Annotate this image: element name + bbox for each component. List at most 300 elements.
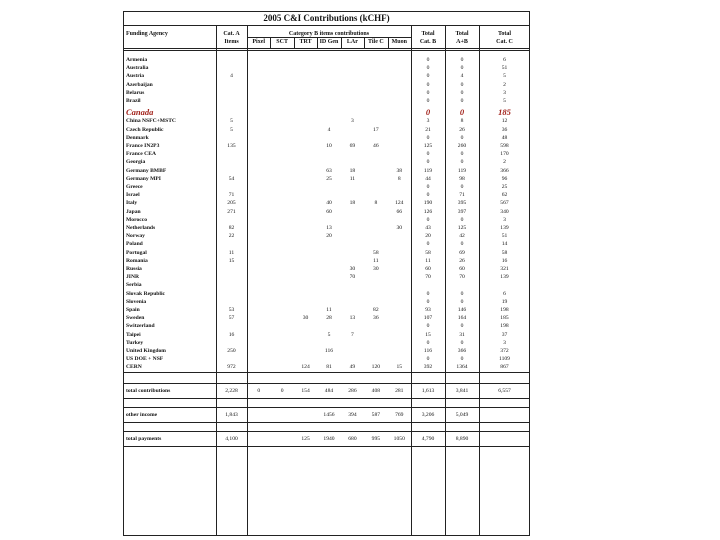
table-cell xyxy=(388,107,411,117)
table-cell xyxy=(270,273,293,281)
table-cell xyxy=(270,314,293,322)
table-cell: 13 xyxy=(326,225,332,231)
table-cell xyxy=(388,191,411,199)
table-cell xyxy=(341,306,364,314)
table-cell: 13 xyxy=(349,315,356,322)
table-cell: 372 xyxy=(500,348,509,354)
table-cell xyxy=(317,81,340,89)
table-cell xyxy=(388,355,411,363)
column-line xyxy=(216,25,217,535)
table-cell xyxy=(317,191,340,199)
table-cell xyxy=(294,355,317,363)
table-cell xyxy=(294,134,317,142)
table-cell xyxy=(317,249,340,257)
table-cell: 164 xyxy=(457,315,467,322)
table-cell xyxy=(317,216,340,224)
table-cell: 0 xyxy=(460,339,464,346)
table-cell xyxy=(317,150,340,158)
table-cell: 139 xyxy=(500,225,509,231)
summary-row-label: other income xyxy=(126,412,158,419)
table-cell xyxy=(341,107,364,117)
summary-cell: 680 xyxy=(348,436,357,443)
summary-cell: 394 xyxy=(348,412,357,419)
table-cell xyxy=(445,281,479,289)
table-cell: 58 xyxy=(501,249,508,256)
table-cell xyxy=(216,107,247,117)
table-cell: 3 xyxy=(351,118,354,125)
table-cell: 30 xyxy=(302,315,309,322)
table-cell: 53 xyxy=(228,307,235,313)
table-cell: 0 xyxy=(460,216,464,223)
table-cell xyxy=(270,142,293,150)
table-cell xyxy=(294,183,317,191)
table-cell: 2 xyxy=(503,159,506,166)
table-cell: 0 xyxy=(426,151,430,158)
table-cell: 0 xyxy=(426,290,430,297)
table-row-agency: Slovenia xyxy=(126,298,147,305)
header-total-c-sub: Cat. C xyxy=(496,39,513,45)
table-cell xyxy=(270,281,293,289)
table-cell xyxy=(247,314,270,322)
table-cell xyxy=(388,64,411,72)
table-cell: 18 xyxy=(349,167,356,174)
header-cat-a-sub: Items xyxy=(224,39,239,45)
table-cell xyxy=(294,56,317,64)
table-cell: 8 xyxy=(374,200,378,207)
table-cell: 7 xyxy=(351,331,354,338)
table-cell xyxy=(270,298,293,306)
table-cell: 0 xyxy=(426,81,430,88)
table-row-agency: Russia xyxy=(126,266,142,272)
table-row-agency: Canada xyxy=(126,107,154,118)
table-cell xyxy=(317,281,340,289)
table-cell: 0 xyxy=(426,192,430,199)
subcolumn-line xyxy=(388,37,389,49)
table-cell xyxy=(364,167,387,175)
table-cell xyxy=(247,232,270,240)
table-row-agency: Romania xyxy=(126,257,148,264)
table-cell xyxy=(247,81,270,89)
table-cell: 14 xyxy=(501,241,508,248)
summary-cell: 1,843 xyxy=(225,412,238,419)
table-cell xyxy=(247,89,270,97)
summary-cell xyxy=(247,435,270,443)
table-cell: 392 xyxy=(423,364,433,371)
table-cell: 71 xyxy=(228,192,235,199)
table-cell: 250 xyxy=(227,348,236,354)
table-cell xyxy=(341,257,364,265)
table-cell xyxy=(388,339,411,347)
table-cell xyxy=(247,191,270,199)
table-row-agency: Japan xyxy=(126,208,141,215)
table-cell: 125 xyxy=(423,143,433,149)
table-cell: 21 xyxy=(425,126,431,133)
table-cell xyxy=(364,56,387,64)
table-cell xyxy=(270,150,293,158)
table-cell: 51 xyxy=(501,65,508,72)
table-cell: 116 xyxy=(324,348,334,354)
table-cell: 10 xyxy=(326,143,332,149)
table-cell: 205 xyxy=(227,200,236,207)
table-cell: 62 xyxy=(501,192,508,199)
table-cell: 69 xyxy=(459,249,465,256)
table-cell: 40 xyxy=(326,200,332,207)
table-cell xyxy=(247,183,270,191)
table-cell xyxy=(317,158,340,166)
table-cell xyxy=(294,107,317,117)
table-cell xyxy=(364,191,387,199)
summary-row-label: total contributions xyxy=(126,388,171,395)
summary-cell: 995 xyxy=(371,436,381,443)
table-cell xyxy=(341,134,364,142)
table-cell: 11 xyxy=(228,249,235,256)
table-cell xyxy=(216,150,247,158)
table-cell xyxy=(364,298,387,306)
table-cell xyxy=(216,64,247,72)
summary-cell: 1940 xyxy=(323,436,335,443)
table-cell xyxy=(364,240,387,248)
table-cell xyxy=(294,232,317,240)
table-cell xyxy=(388,72,411,80)
table-cell: 57 xyxy=(228,315,235,322)
subcolumn-line xyxy=(341,37,342,49)
table-cell: 0 xyxy=(426,356,430,363)
table-cell xyxy=(317,97,340,105)
header-rule xyxy=(123,48,530,49)
table-cell xyxy=(247,224,270,232)
table-cell xyxy=(364,290,387,298)
table-cell: 15 xyxy=(228,257,235,264)
table-cell xyxy=(216,339,247,347)
table-cell xyxy=(247,167,270,175)
table-cell xyxy=(247,240,270,248)
table-cell xyxy=(341,298,364,306)
header-sub-rule xyxy=(247,37,411,38)
table-cell xyxy=(341,126,364,134)
table-cell xyxy=(388,257,411,265)
table-cell xyxy=(317,117,340,125)
table-cell xyxy=(294,117,317,125)
table-cell: 3 xyxy=(426,118,430,125)
table-cell xyxy=(364,97,387,105)
table-cell: 69 xyxy=(349,143,356,149)
table-cell: 0 xyxy=(460,81,464,88)
table-cell xyxy=(270,134,293,142)
table-cell: 5 xyxy=(503,98,506,104)
table-cell xyxy=(247,290,270,298)
table-cell: 170 xyxy=(500,151,509,158)
table-cell: 44 xyxy=(425,175,431,182)
table-cell xyxy=(364,64,387,72)
column-line xyxy=(411,25,412,535)
table-cell xyxy=(216,134,247,142)
table-cell: 0 xyxy=(460,290,464,297)
table-cell xyxy=(364,347,387,355)
table-cell xyxy=(341,249,364,257)
table-cell xyxy=(270,216,293,224)
table-row-agency: Armenia xyxy=(126,57,148,63)
table-cell xyxy=(294,64,317,72)
table-cell xyxy=(294,191,317,199)
table-cell: 11 xyxy=(373,257,379,264)
table-row-agency: Slovak Republic xyxy=(126,290,166,297)
header-cat-b-col: LAr xyxy=(346,39,358,45)
table-cell: 48 xyxy=(501,134,508,141)
table-cell: 5 xyxy=(230,118,233,125)
table-cell: 0 xyxy=(460,57,464,63)
summary-cell: 3,841 xyxy=(455,388,469,395)
subcolumn-line xyxy=(317,37,318,49)
table-row-agency: Germany BMBF xyxy=(126,167,167,174)
table-cell: 2 xyxy=(503,81,506,88)
table-cell xyxy=(216,298,247,306)
table-cell: 395 xyxy=(457,200,467,207)
table-row-agency: Brazil xyxy=(126,98,141,104)
table-row-agency: France CEA xyxy=(126,151,156,158)
table-cell xyxy=(364,175,387,183)
table-cell xyxy=(364,89,387,97)
table-row-agency: Serbia xyxy=(126,282,142,289)
subcolumn-line xyxy=(294,37,295,49)
table-cell: 5 xyxy=(503,73,506,80)
frame-left xyxy=(123,11,124,536)
table-cell xyxy=(216,322,247,330)
table-cell: 0 xyxy=(426,184,430,190)
table-cell: 567 xyxy=(500,200,509,207)
table-cell: 26 xyxy=(459,126,465,133)
table-cell xyxy=(270,89,293,97)
table-cell xyxy=(247,355,270,363)
summary-cell xyxy=(479,411,530,419)
table-cell xyxy=(270,64,293,72)
table-cell: 70 xyxy=(425,274,431,281)
table-cell xyxy=(317,64,340,72)
summary-rule xyxy=(123,431,530,432)
summary-cell xyxy=(247,411,270,419)
table-cell: 598 xyxy=(500,143,509,149)
table-row-agency: Austria xyxy=(126,73,145,80)
table-cell xyxy=(294,224,317,232)
table-cell xyxy=(388,150,411,158)
table-cell xyxy=(270,117,293,125)
table-cell xyxy=(247,126,270,134)
table-cell: 20 xyxy=(326,233,332,240)
table-cell xyxy=(294,331,317,339)
table-cell xyxy=(341,150,364,158)
table-cell: 98 xyxy=(459,175,465,182)
table-cell xyxy=(270,347,293,355)
table-cell: 0 xyxy=(426,323,430,330)
table-cell: 260 xyxy=(457,143,467,149)
table-cell xyxy=(270,208,293,216)
table-row-agency: Germany MPI xyxy=(126,175,161,182)
table-cell xyxy=(294,81,317,89)
table-cell xyxy=(388,158,411,166)
summary-cell: 408 xyxy=(371,388,381,395)
table-cell xyxy=(388,249,411,257)
table-cell xyxy=(294,240,317,248)
table-row-agency: Australia xyxy=(126,65,149,72)
table-cell: 71 xyxy=(459,192,465,199)
table-cell xyxy=(364,208,387,216)
table-cell: 124 xyxy=(395,200,404,207)
table-row-agency: Czech Republic xyxy=(126,126,164,133)
table-cell: 37 xyxy=(501,331,508,338)
table-cell xyxy=(341,347,364,355)
table-cell xyxy=(388,347,411,355)
header-cat-b-col: Tile C xyxy=(367,39,384,45)
table-cell xyxy=(388,232,411,240)
table-cell: 66 xyxy=(396,208,403,215)
table-cell xyxy=(388,314,411,322)
table-cell xyxy=(388,56,411,64)
table-cell xyxy=(216,158,247,166)
table-cell: 18 xyxy=(349,200,356,207)
summary-cell: 154 xyxy=(301,388,310,395)
table-cell xyxy=(247,257,270,265)
table-cell xyxy=(247,281,270,289)
table-cell xyxy=(341,97,364,105)
table-cell xyxy=(270,56,293,64)
table-cell xyxy=(270,107,293,117)
table-cell: 58 xyxy=(373,249,379,256)
table-cell xyxy=(388,273,411,281)
table-cell xyxy=(341,89,364,97)
table-cell xyxy=(364,183,387,191)
table-row-agency: Georgia xyxy=(126,159,146,166)
table-cell: 5 xyxy=(327,331,331,338)
table-cell: 126 xyxy=(423,208,433,215)
table-cell xyxy=(270,126,293,134)
summary-rule xyxy=(123,422,530,423)
table-cell xyxy=(388,89,411,97)
table-cell: 70 xyxy=(459,274,465,281)
table-cell xyxy=(294,281,317,289)
table-cell: 135 xyxy=(227,143,236,149)
table-cell: 0 xyxy=(426,241,430,248)
table-cell: 340 xyxy=(500,208,509,215)
table-cell xyxy=(294,249,317,257)
table-cell: 0 xyxy=(426,159,430,166)
table-cell xyxy=(247,273,270,281)
table-cell: 36 xyxy=(501,126,508,133)
summary-cell: 0 xyxy=(257,388,261,395)
table-cell: 49 xyxy=(349,364,356,371)
table-row-agency: Italy xyxy=(126,200,138,207)
table-row-agency: Taipei xyxy=(126,331,141,338)
summary-cell: 125 xyxy=(301,436,310,443)
table-cell xyxy=(270,339,293,347)
table-cell xyxy=(294,216,317,224)
table-cell xyxy=(388,298,411,306)
table-cell xyxy=(364,150,387,158)
table-cell: 0 xyxy=(460,298,464,305)
table-cell xyxy=(270,191,293,199)
table-cell: 26 xyxy=(459,257,465,264)
table-cell: 28 xyxy=(326,315,332,322)
table-cell xyxy=(247,150,270,158)
title-rule xyxy=(123,25,530,26)
table-cell xyxy=(294,72,317,80)
table-cell: 120 xyxy=(371,364,381,371)
table-cell xyxy=(216,273,247,281)
table-row-agency: Spain xyxy=(126,307,140,313)
table-cell xyxy=(216,355,247,363)
column-line xyxy=(247,25,248,535)
table-cell xyxy=(388,331,411,339)
table-cell xyxy=(364,322,387,330)
table-cell: 70 xyxy=(349,274,356,281)
table-cell: 16 xyxy=(228,331,235,338)
table-cell: 4 xyxy=(460,73,464,80)
table-row-agency: Sweden xyxy=(126,315,145,322)
header-cat-b-col: Muon xyxy=(391,39,407,45)
table-cell: 0 xyxy=(460,65,464,72)
table-cell xyxy=(364,134,387,142)
subcolumn-line xyxy=(270,37,271,49)
table-cell xyxy=(216,167,247,175)
table-cell: 17 xyxy=(373,126,379,133)
table-row-agency: JINR xyxy=(126,274,140,281)
table-cell xyxy=(270,97,293,105)
table-cell xyxy=(270,355,293,363)
table-row-agency: Greece xyxy=(126,184,143,190)
table-cell xyxy=(341,72,364,80)
table-cell xyxy=(388,290,411,298)
summary-cell: 6,557 xyxy=(498,388,511,395)
table-cell xyxy=(247,265,270,273)
summary-cell: 0 xyxy=(280,388,284,395)
table-cell xyxy=(317,273,340,281)
table-cell: 16 xyxy=(501,257,508,264)
header-cat-b-col: SCT xyxy=(276,39,288,45)
table-cell xyxy=(247,175,270,183)
table-cell xyxy=(317,322,340,330)
table-cell: 63 xyxy=(326,167,332,174)
table-cell xyxy=(294,126,317,134)
summary-cell: 2,228 xyxy=(225,388,238,395)
header-funding-agency: Funding Agency xyxy=(126,31,168,37)
frame-top xyxy=(123,11,530,12)
table-cell xyxy=(479,281,530,289)
table-cell xyxy=(216,265,247,273)
subcolumn-line xyxy=(364,37,365,49)
table-cell xyxy=(317,72,340,80)
page-title: 2005 C&I Contributions (kCHF) xyxy=(263,13,390,23)
table-cell xyxy=(294,339,317,347)
table-cell xyxy=(270,199,293,207)
header-rule-double xyxy=(123,50,530,51)
table-row-agency: Poland xyxy=(126,241,143,248)
table-cell xyxy=(216,216,247,224)
table-cell: 25 xyxy=(501,184,508,190)
table-row-agency: US DOE + NSF xyxy=(126,356,164,363)
table-cell xyxy=(388,183,411,191)
table-cell: 11 xyxy=(349,175,356,182)
table-cell xyxy=(294,89,317,97)
table-cell xyxy=(294,273,317,281)
table-cell xyxy=(341,240,364,248)
table-cell: 31 xyxy=(459,331,465,338)
table-cell xyxy=(388,81,411,89)
summary-cell: 1050 xyxy=(393,436,405,443)
table-cell: 30 xyxy=(396,225,403,231)
table-cell xyxy=(341,216,364,224)
table-cell xyxy=(341,158,364,166)
summary-cell: 8,890 xyxy=(455,436,469,443)
table-cell xyxy=(317,355,340,363)
table-cell xyxy=(364,281,387,289)
